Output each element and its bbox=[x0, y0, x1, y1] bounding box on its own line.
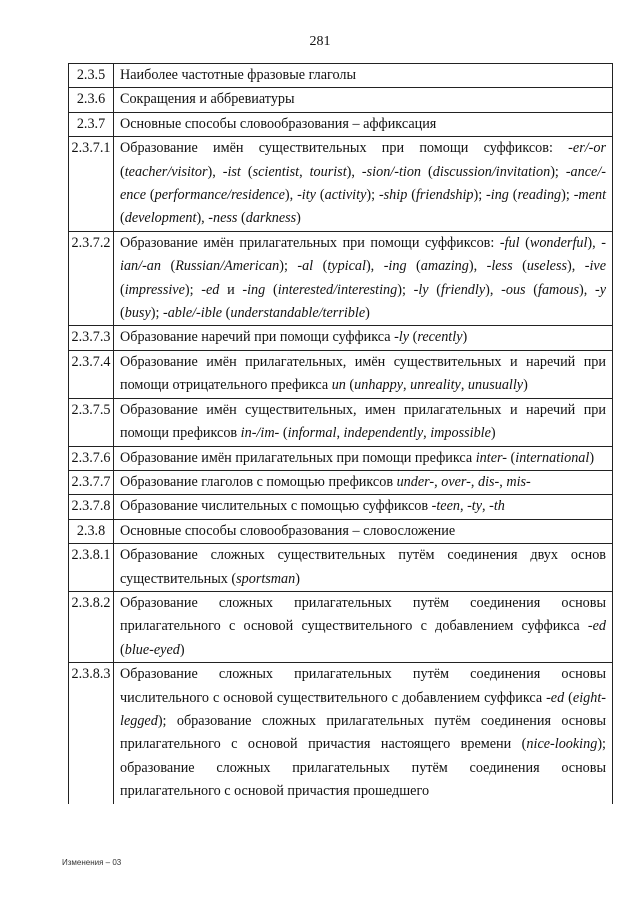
table-row bbox=[69, 591, 613, 662]
item-number: 2.3.8.3 bbox=[69, 663, 114, 804]
item-text: Основные способы словообразования – аффиксация bbox=[114, 112, 613, 136]
item-text: Основные способы словообразования – словосложение bbox=[114, 519, 613, 543]
table-row bbox=[69, 88, 613, 112]
item-text: Образование имён прилагательных, имён существительных и наречий при помощи отрицательного префикса un (unhappy, unreality, unusually) bbox=[114, 350, 613, 398]
item-text: Образование наречий при помощи суффикса -ly (recently) bbox=[114, 326, 613, 350]
item-text: Образование сложных прилагательных путём соединения основы числительного с основой существительного с добавлением суффикса -ed (eight-legged); образование сложных прилагательных путём соединения основы прилагательного с основой причастия настоящего времени (nice-looking); образование сложных прилагательных путём соединения основы прилагательного с основой причастия прошедшего bbox=[114, 663, 613, 804]
item-number: 2.3.7.5 bbox=[69, 398, 114, 446]
item-text: Образование сложных существительных путём соединения двух основ существительных (sportsman) bbox=[114, 544, 613, 592]
footer-revision: Изменения – 03 bbox=[62, 858, 122, 867]
item-text: Образование имён существительных, имен прилагательных и наречий при помощи префиксов in-/im- (informal, independently, impossible) bbox=[114, 398, 613, 446]
table-row bbox=[69, 470, 613, 494]
item-number: 2.3.8.1 bbox=[69, 544, 114, 592]
table-row bbox=[69, 663, 613, 804]
table-row bbox=[69, 446, 613, 470]
item-number: 2.3.7.7 bbox=[69, 470, 114, 494]
item-text: Образование имён существительных при помощи суффиксов: -er/-or (teacher/visitor), -ist (scientist, tourist), -sion/-tion (discussion/invitation); -ance/-ence (performance/residence), -ity (activity); -ship (friendship); -ing (reading); -ment (development), -ness (darkness) bbox=[114, 137, 613, 232]
item-number: 2.3.7.6 bbox=[69, 446, 114, 470]
table-row bbox=[69, 112, 613, 136]
item-number: 2.3.6 bbox=[69, 88, 114, 112]
table-row bbox=[69, 495, 613, 519]
page-number: 281 bbox=[309, 34, 331, 49]
item-number: 2.3.5 bbox=[69, 64, 114, 88]
table-row bbox=[69, 64, 613, 88]
item-number: 2.3.7 bbox=[69, 112, 114, 136]
item-text: Образование числительных с помощью суффиксов -teen, -ty, -th bbox=[114, 495, 613, 519]
item-number: 2.3.8.2 bbox=[69, 591, 114, 662]
item-number: 2.3.7.4 bbox=[69, 350, 114, 398]
item-number: 2.3.7.3 bbox=[69, 326, 114, 350]
item-number: 2.3.8 bbox=[69, 519, 114, 543]
table-row bbox=[69, 137, 613, 232]
item-number: 2.3.7.1 bbox=[69, 137, 114, 232]
item-text: Наиболее частотные фразовые глаголы bbox=[114, 64, 613, 88]
item-number: 2.3.7.2 bbox=[69, 231, 114, 326]
table-row bbox=[69, 326, 613, 350]
item-number: 2.3.7.8 bbox=[69, 495, 114, 519]
table-row bbox=[69, 519, 613, 543]
item-text: Сокращения и аббревиатуры bbox=[114, 88, 613, 112]
item-text: Образование имён прилагательных при помощи суффиксов: -ful (wonderful), -ian/-an (Russian/American); -al (typical), -ing (amazing), -less (useless), -ive (impressive); -ed и -ing (interested/interesting); -ly (friendly), -ous (famous), -y (busy); -able/-ible (understandable/terrible) bbox=[114, 231, 613, 326]
curriculum-table bbox=[68, 63, 613, 804]
table-row bbox=[69, 544, 613, 592]
table-row bbox=[69, 231, 613, 326]
item-text: Образование глаголов с помощью префиксов under-, over-, dis-, mis- bbox=[114, 470, 613, 494]
table-row bbox=[69, 398, 613, 446]
item-text: Образование сложных прилагательных путём соединения основы прилагательного с основой существительного с добавлением суффикса -ed (blue-eyed) bbox=[114, 591, 613, 662]
item-text: Образование имён прилагательных при помощи префикса inter- (international) bbox=[114, 446, 613, 470]
table-row bbox=[69, 350, 613, 398]
